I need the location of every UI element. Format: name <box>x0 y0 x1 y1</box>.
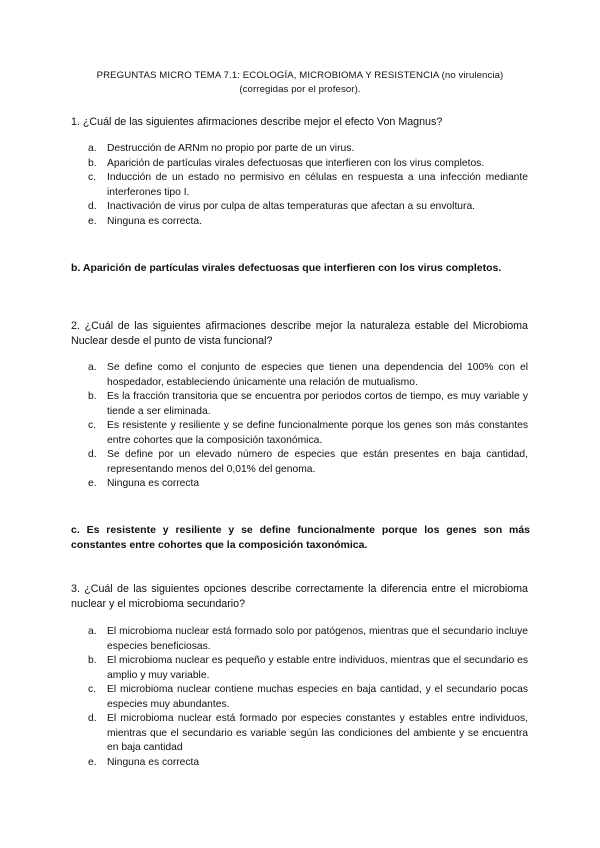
option: e. Ninguna es correcta. <box>88 215 203 227</box>
header-subtitle: (corregidas por el profesor). <box>239 84 361 95</box>
option: e. Ninguna es correcta <box>88 756 200 768</box>
question-2-answer: c. Es resistente y resiliente y se define funcionalmente porque los genes son más constantes entre cohortes que la composición taxonómica. <box>71 524 530 551</box>
option: c. Es resistente y resiliente y se define funcionalmente porque los genes son más constantes entre cohortes que la composición taxonómica. <box>88 420 528 446</box>
question-2-options <box>88 361 528 492</box>
header-title: PREGUNTAS MICRO TEMA 7.1: ECOLOGÍA, MICROBIOMA Y RESISTENCIA (no virulencia) <box>96 70 504 81</box>
option: a. Destrucción de ARNm no propio por parte de un virus. <box>88 143 355 154</box>
option: b. El microbioma nuclear es pequeño y estable entre individuos, mientras que el secundario es amplio y muy variable. <box>88 655 528 681</box>
question-1-text: 1. ¿Cuál de las siguientes afirmaciones describe mejor el efecto Von Magnus? <box>71 116 443 128</box>
option: a. Se define como el conjunto de especies que tienen una dependencia del 100% con el hospedador, estableciendo únicamente una relación de mutualismo. <box>88 362 528 388</box>
option: c. El microbioma nuclear contiene muchas especies en baja cantidad, y el secundario pocas especies muy abundantes. <box>88 684 528 710</box>
question-1-answer: b. Aparición de partículas virales defectuosas que interfieren con los virus completos. <box>71 262 502 274</box>
question-3-text: 3. ¿Cuál de las siguientes opciones describe correctamente la diferencia entre el microbioma nuclear y el microbioma secundario? <box>71 583 528 610</box>
option: a. El microbioma nuclear está formado solo por patógenos, mientras que el secundario incluye especies beneficiosas. <box>88 626 528 652</box>
option: c. Inducción de un estado no permisivo en células en respuesta a una infección mediante interferones tipo I. <box>88 172 528 198</box>
question-2-text: 2. ¿Cuál de las siguientes afirmaciones describe mejor la naturaleza estable del Microbioma Nuclear desde el punto de vista funcional? <box>71 320 528 347</box>
question-1-options <box>88 142 528 229</box>
option: d. El microbioma nuclear está formado por especies constantes y estables entre individuos, mientras que el secundario es variable según las condiciones del ambiente y se encuentra en baja cantidad <box>88 713 528 753</box>
option: b. Es la fracción transitoria que se encuentra por periodos cortos de tiempo, es muy variable y tiende a ser eliminada. <box>88 391 528 417</box>
question-3-options <box>88 625 528 770</box>
option: d. Se define por un elevado número de especies que están presentes en baja cantidad, representando menos del 0,01% del genoma. <box>88 449 528 475</box>
document-header <box>60 69 540 97</box>
option: d. Inactivación de virus por culpa de altas temperaturas que afectan a su envoltura. <box>88 201 476 212</box>
option: e. Ninguna es correcta <box>88 478 200 489</box>
option: b. Aparición de partículas virales defectuosas que interfieren con los virus completos. <box>88 157 485 169</box>
